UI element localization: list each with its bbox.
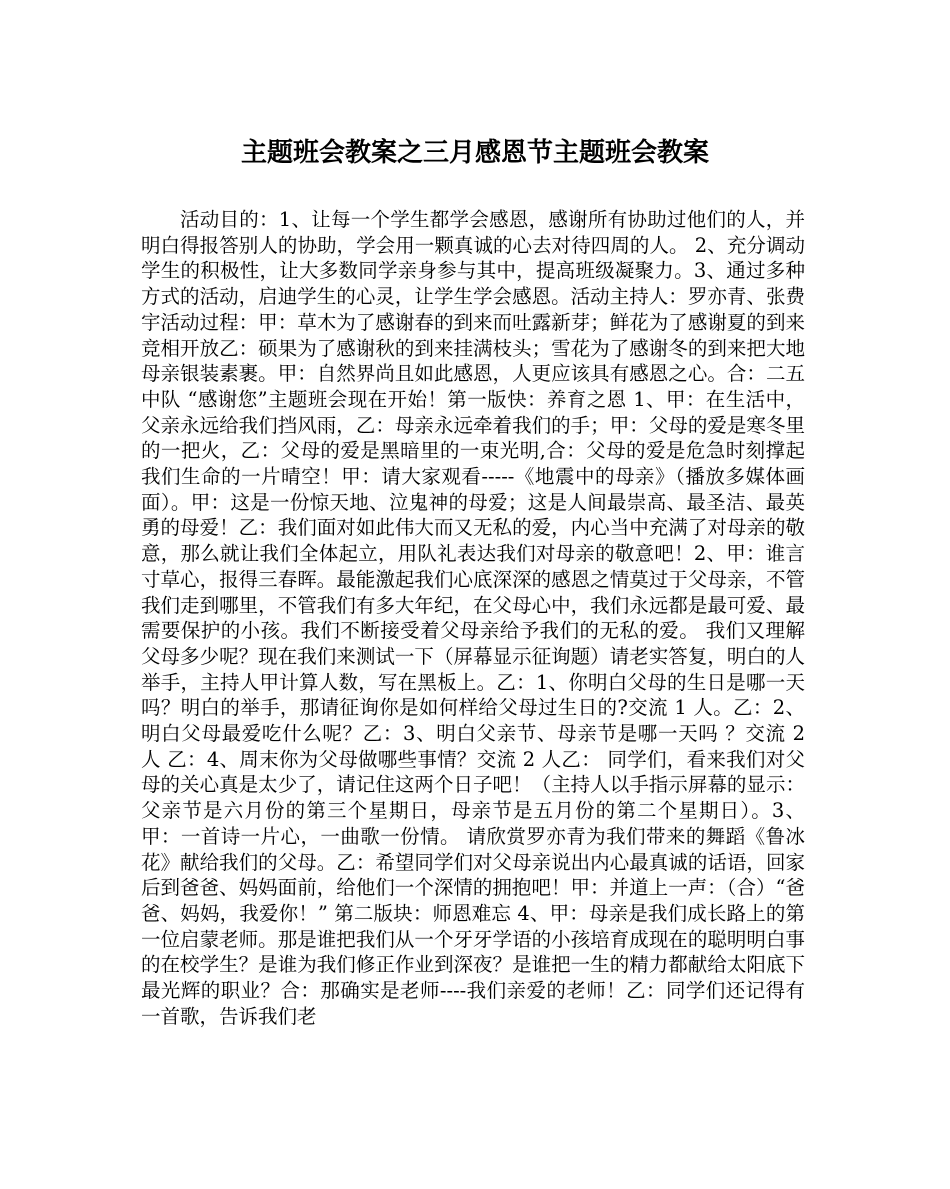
- document-title: 主题班会教案之三月感恩节主题班会教案: [240, 138, 709, 168]
- document-body-paragraph: 活动目的：1、让每一个学生都学会感恩，感谢所有协助过他们的人，并明白得报答别人的协助，学会用一颗真诚的心去对待四周的人。 2、充分调动学生的积极性，让大多数同学亲身参与其中，提高班级凝聚力。3、通过多种方式的活动，启迪学生的心灵，让学生学会感恩。活动主持人：罗亦青、张费宇活动过程：甲：草木为了感谢春的到来而吐露新芽；鲜花为了感谢夏的到来竞相开放乙：硕果为了感谢秋的到来挂满枝头；雪花为了感谢冬的到来把大地母亲银装素裹。甲：自然界尚且如此感恩，人更应该具有感恩之心。合：二五中队 “感谢您”主题班会现在开始！第一版快：养育之恩 1、甲：在生活中，父亲永远给我们挡风雨，乙：母亲永远牵着我们的手；甲：父母的爱是寒冬里的一把火，乙：父母的爱是黑暗里的一束光明,合：父母的爱是危急时刻撑起我们生命的一片晴空！甲：请大家观看-----《地震中的母亲》（播放多媒体画面）。甲：这是一份惊天地、泣鬼神的母爱；这是人间最崇高、最圣洁、最英勇的母爱！乙：我们面对如此伟大而又无私的爱，内心当中充满了对母亲的敬意，那么就让我们全体起立，用队礼表达我们对母亲的敬意吧！2、甲：谁言寸草心，报得三春晖。最能激起我们心底深深的感恩之情莫过于父母亲，不管我们走到哪里，不管我们有多大年纪，在父母心中，我们永远都是最可爱、最需要保护的小孩。我们不断接受着父母亲给予我们的无私的爱。 我们又理解父母多少呢？现在我们来测试一下（屏幕显示征询题）请老实答复，明白的人举手，主持人甲计算人数，写在黑板上。乙：1、你明白父母的生日是哪一天吗？明白的举手，那请征询你是如何样给父母过生日的?交流 1 人。乙：2、明白父母最爱吃什么呢？乙：3、明白父亲节、母亲节是哪一天吗 ？交流 2 人 乙：4、周末你为父母做哪些事情？交流 2 人乙： 同学们，看来我们对父母的关心真是太少了，请记住这两个日子吧！（主持人以手指示屏幕的显示：父亲节是六月份的第三个星期日，母亲节是五月份的第二个星期日）。3、甲：一首诗一片心，一曲歌一份情。 请欣赏罗亦青为我们带来的舞蹈《鲁冰花》献给我们的父母。乙：希望同学们对父母亲说出内心最真诚的话语，回家后到爸爸、妈妈面前，给他们一个深情的拥抱吧！甲：并道上一声：（合）“爸爸、妈妈，我爱你！” 第二版块：师恩难忘 4、甲：母亲是我们成长路上的第一位启蒙老师。那是谁把我们从一个牙牙学语的小孩培育成现在的聪明明白事的在校学生？是谁为我们修正作业到深夜？是谁把一生的精力都献给太阳底下最光辉的职业？合：那确实是老师----我们亲爱的老师！乙：同学们还记得有一首歌，告诉我们老: [141, 208, 805, 1028]
